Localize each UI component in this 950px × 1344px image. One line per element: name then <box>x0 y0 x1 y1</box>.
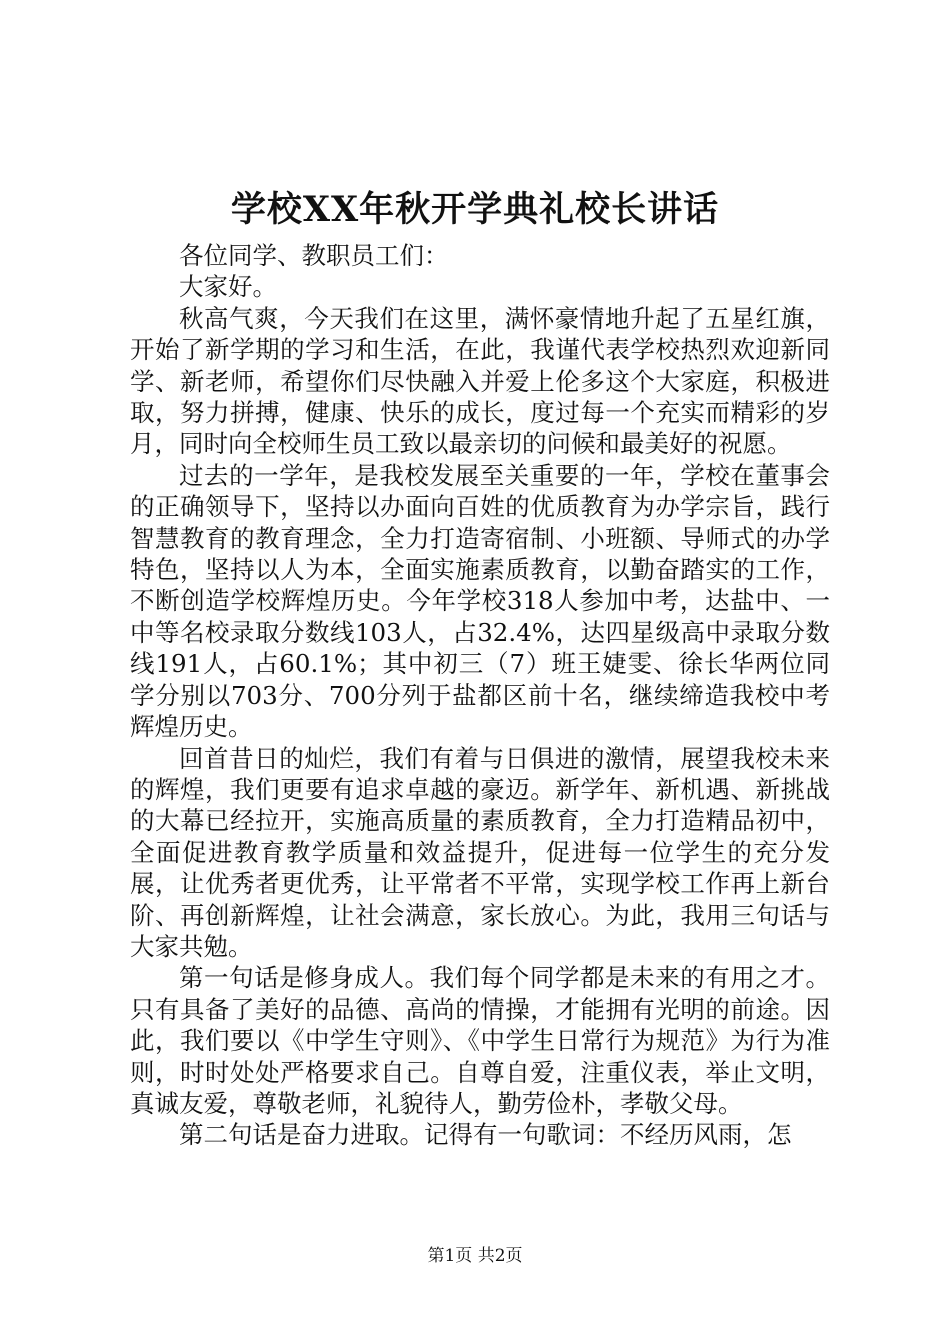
paragraph: 第一句话是修身成人。我们每个同学都是未来的有用之才。只有具备了美好的品德、高尚的情操，才能拥有光明的前途。因此，我们要以《中学生守则》、《中学生日常行为规范》为行为准则，时时处处严格要求自己。自尊自爱，注重仪表，举止文明，真诚友爱，尊敬老师，礼貌待人，勤劳俭朴，孝敬父母。 <box>130 963 830 1118</box>
paragraph: 回首昔日的灿烂，我们有着与日俱进的激情，展望我校未来的辉煌，我们更要有追求卓越的豪迈。新学年、新机遇、新挑战的大幕已经拉开，实施高质量的素质教育，全力打造精品初中，全面促进教育教学质量和效益提升，促进每一位学生的充分发展，让优秀者更优秀，让平常者不平常，实现学校工作再上新台阶、再创新辉煌，让社会满意，家长放心。为此，我用三句话与大家共勉。 <box>130 743 830 961</box>
page-footer: 第1页 共2页 <box>427 1246 523 1266</box>
paragraph: 秋高气爽，今天我们在这里，满怀豪情地升起了五星红旗，开始了新学期的学习和生活，在此，我谨代表学校热烈欢迎新同学、新老师，希望你们尽快融入并爱上伦多这个大家庭，积极进取，努力拼搏，健康、快乐的成长，度过每一个充实而精彩的岁月，同时向全校师生员工致以最亲切的问候和最美好的祝愿。 <box>130 303 830 459</box>
paragraph: 第二句话是奋力进取。记得有一句歌词：不经历风雨，怎 <box>179 1120 792 1150</box>
document-title: 学校XX年秋开学典礼校长讲话 <box>230 189 720 230</box>
greeting: 大家好。 <box>179 272 277 302</box>
salutation: 各位同学、教职员工们： <box>179 241 449 270</box>
document-body <box>130 240 830 1151</box>
paragraph: 过去的一学年，是我校发展至关重要的一年，学校在董事会的正确领导下，坚持以办面向百姓的优质教育为办学宗旨，践行智慧教育的教育理念，全力打造寄宿制、小班额、导师式的办学特色，坚持以人为本，全面实施素质教育，以勤奋踏实的工作，不断创造学校辉煌历史。今年学校318人参加中考，达盐中、一中等名校录取分数线103人，占32.4%，达四星级高中录取分数线191人，占60.1%；其中初三（7）班王婕雯、徐长华两位同学分别以703分、700分列于盐都区前十名，继续缔造我校中考辉煌历史。 <box>130 460 830 742</box>
